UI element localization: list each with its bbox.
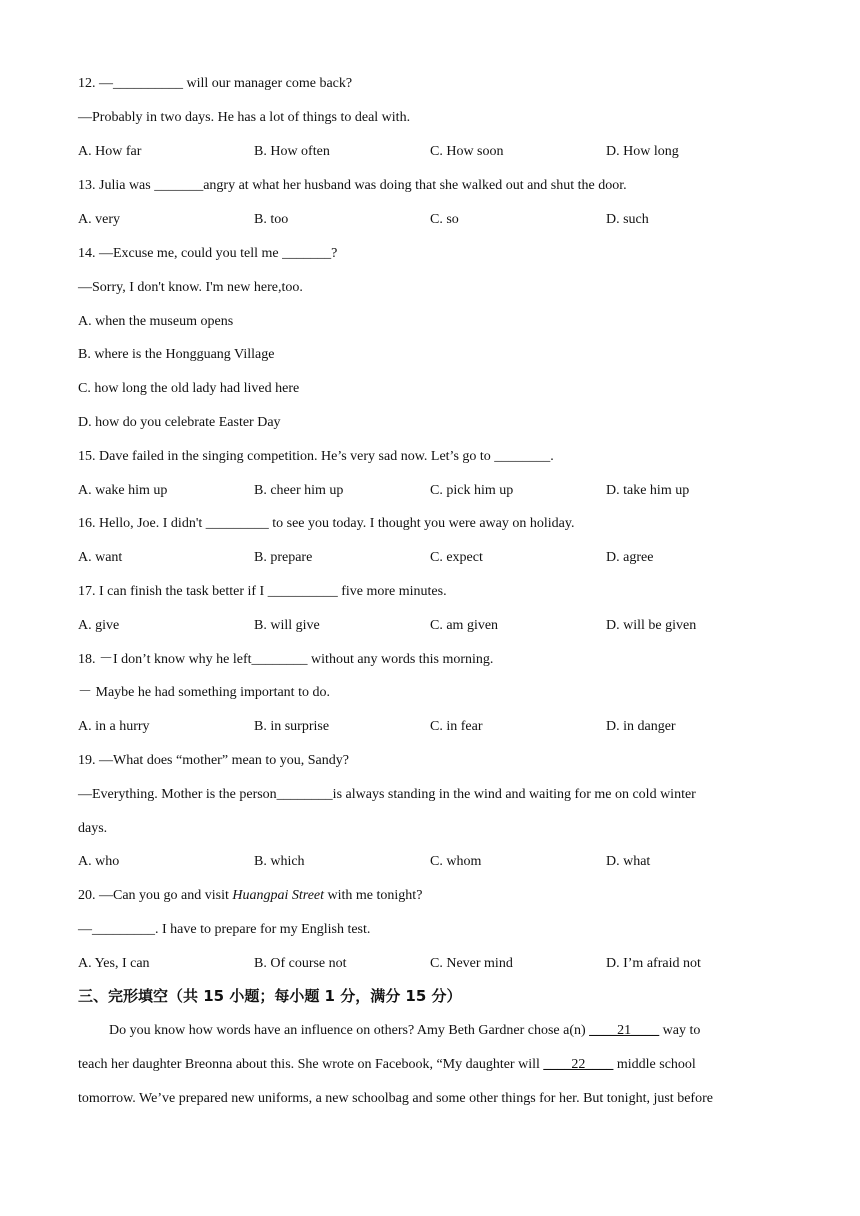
passage-line-1 [109,1022,809,1040]
option-d: D. I’m afraid not [606,956,701,971]
option-b: B. which [254,854,305,869]
question-14-option-c: C. how long the old lady had lived here [78,381,300,396]
option-c: C. in fear [430,719,483,734]
passage-text: Do you know how words have an influence on others? Amy Beth Gardner chose a(n) [109,1023,590,1038]
passage-text: teach her daughter Breonna about this. She wrote on Facebook, “My daughter will [78,1057,544,1072]
passage-line-2 [78,1056,778,1074]
option-c: C. am given [430,618,499,633]
question-17-options [78,617,798,635]
question-12-reply: —Probably in two days. He has a lot of things to deal with. [78,110,411,125]
question-16-stem: 16. Hello, Joe. I didn't _________ to see you today. I thought you were away on holiday. [78,516,575,531]
question-20-stem [78,887,422,905]
option-d: D. will be given [606,618,697,633]
option-b: B. cheer him up [254,483,344,498]
stem-italic-name: Huangpai Street [232,888,325,903]
option-a: A. Yes, I can [78,956,150,971]
question-14-option-b: B. where is the Hongguang Village [78,347,275,362]
blank-21: ____21____ [589,1023,660,1038]
question-14-reply: —Sorry, I don't know. I'm new here,too. [78,280,303,295]
question-19-stem: 19. —What does “mother” mean to you, Sandy? [78,753,349,768]
option-c: C. expect [430,550,483,565]
stem-text: 20. —Can you go and visit [78,888,233,903]
question-19-options [78,853,798,871]
option-b: B. will give [254,618,320,633]
option-c: C. Never mind [430,956,513,971]
option-a: A. very [78,212,120,227]
question-13-options [78,211,798,229]
option-a: A. want [78,550,123,565]
option-d: D. take him up [606,483,690,498]
question-14-option-a: A. when the museum opens [78,314,234,329]
option-a: A. in a hurry [78,719,150,734]
question-13-stem: 13. Julia was _______angry at what her husband was doing that she walked out and shut the door. [78,178,627,193]
blank-22: ____22____ [543,1057,614,1072]
question-20-reply: —_________. I have to prepare for my English test. [78,922,371,937]
question-18-options [78,718,798,736]
option-a: A. who [78,854,120,869]
passage-text-end: way to [659,1023,701,1038]
option-c: C. How soon [430,144,504,159]
question-18-reply: － Maybe he had something important to do. [78,685,330,700]
stem-text-end: with me tonight? [324,888,423,903]
option-b: B. in surprise [254,719,330,734]
question-19-reply-line2: days. [78,821,108,836]
question-12-stem: 12. —__________ will our manager come back? [78,76,353,91]
option-a: A. give [78,618,120,633]
question-14-stem: 14. —Excuse me, could you tell me _______? [78,246,338,261]
option-b: B. How often [254,144,330,159]
question-14-option-d: D. how do you celebrate Easter Day [78,415,281,430]
question-16-options [78,549,798,567]
question-20-options [78,955,798,973]
option-c: C. whom [430,854,482,869]
option-c: C. so [430,212,459,227]
question-15-stem: 15. Dave failed in the singing competition. He’s very sad now. Let’s go to ________. [78,449,554,464]
passage-text-end: middle school [613,1057,696,1072]
option-d: D. what [606,854,651,869]
option-d: D. How long [606,144,679,159]
option-b: B. Of course not [254,956,347,971]
option-b: B. too [254,212,289,227]
question-12-options [78,143,798,161]
section-heading: 三、完形填空（共 15 小题；每小题 1 分，满分 15 分） [78,987,462,1005]
option-d: D. in danger [606,719,676,734]
question-18-stem: 18. －I don’t know why he left________ without any words this morning. [78,652,494,667]
question-19-reply-line1: —Everything. Mother is the person________is always standing in the wind and waiting for me on cold winter [78,787,696,802]
question-17-stem: 17. I can finish the task better if I __________ five more minutes. [78,584,447,599]
option-a: A. How far [78,144,142,159]
option-c: C. pick him up [430,483,514,498]
option-a: A. wake him up [78,483,168,498]
passage-line-3: tomorrow. We’ve prepared new uniforms, a new schoolbag and some other things for her. But tonight, just before [78,1091,713,1106]
option-d: D. such [606,212,649,227]
option-d: D. agree [606,550,654,565]
question-15-options [78,482,798,500]
option-b: B. prepare [254,550,313,565]
